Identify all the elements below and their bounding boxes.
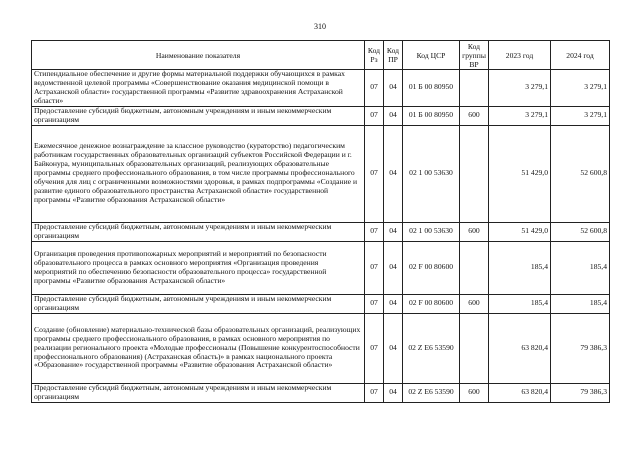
cell-name: Предоставление субсидий бюджетным, автономным учреждениям и иным некоммерческим организациям — [32, 294, 365, 313]
cell-vr: 600 — [460, 106, 489, 125]
cell-2024: 3 279,1 — [551, 106, 610, 125]
cell-name: Предоставление субсидий бюджетным, автономным учреждениям и иным некоммерческим организациям — [32, 383, 365, 402]
cell-vr — [460, 125, 489, 222]
cell-rz: 07 — [365, 222, 384, 241]
cell-2024: 185,4 — [551, 241, 610, 294]
cell-2023: 63 820,4 — [489, 383, 551, 402]
cell-csr: 01 Б 00 80950 — [403, 106, 460, 125]
cell-pr: 04 — [384, 125, 403, 222]
cell-2023: 63 820,4 — [489, 313, 551, 383]
cell-pr: 04 — [384, 313, 403, 383]
budget-table — [31, 40, 610, 403]
table-row — [32, 241, 610, 294]
cell-vr: 600 — [460, 294, 489, 313]
cell-rz: 07 — [365, 383, 384, 402]
table-row — [32, 313, 610, 383]
cell-name: Стипендиальное обеспечение и другие формы материальной поддержки обучающихся в рамках ведомственной целевой программы «Совершенствование оказания медицинской помощи в Астраханской области» государственной программы «Развитие здравоохранения Астраханской области» — [32, 70, 365, 107]
cell-name: Предоставление субсидий бюджетным, автономным учреждениям и иным некоммерческим организациям — [32, 222, 365, 241]
cell-2023: 3 279,1 — [489, 106, 551, 125]
cell-2023: 3 279,1 — [489, 70, 551, 107]
cell-csr: 02 1 00 53630 — [403, 125, 460, 222]
cell-vr — [460, 241, 489, 294]
cell-name: Организация проведения противопожарных мероприятий и мероприятий по безопасности образовательного процесса в рамках основного мероприятия «Организация проведения мероприятий по обеспечению безопасности образовательного процесса» государственной программы «Развитие образования Астраханской области» — [32, 241, 365, 294]
table-row — [32, 106, 610, 125]
cell-vr — [460, 70, 489, 107]
cell-name: Создание (обновление) материально-технической базы образовательных организаций, реализующих программы среднего профессионального образования, в рамках основного мероприятия по реализации регионального проекта «Молодые профессионалы (Повышение конкурентоспособности профессионального образования) (Астраханская область)» в рамках национального проекта «Образование» государственной программы «Развитие образования Астраханской области» — [32, 313, 365, 383]
cell-rz: 07 — [365, 125, 384, 222]
header-2023: 2023 год — [489, 41, 551, 70]
cell-rz: 07 — [365, 294, 384, 313]
cell-pr: 04 — [384, 294, 403, 313]
cell-rz: 07 — [365, 70, 384, 107]
cell-csr: 02 Z E6 53590 — [403, 383, 460, 402]
cell-csr: 02 1 00 53630 — [403, 222, 460, 241]
cell-csr: 02 F 00 80600 — [403, 294, 460, 313]
table-row — [32, 70, 610, 107]
cell-pr: 04 — [384, 70, 403, 107]
cell-2023: 51 429,0 — [489, 222, 551, 241]
cell-rz: 07 — [365, 106, 384, 125]
cell-vr: 600 — [460, 222, 489, 241]
cell-pr: 04 — [384, 106, 403, 125]
cell-2023: 185,4 — [489, 294, 551, 313]
cell-csr: 02 F 00 80600 — [403, 241, 460, 294]
cell-pr: 04 — [384, 241, 403, 294]
table-header-row — [32, 41, 610, 70]
header-rz: Код Рз — [365, 41, 384, 70]
table-row — [32, 222, 610, 241]
cell-csr: 02 Z E6 53590 — [403, 313, 460, 383]
cell-2024: 79 386,3 — [551, 383, 610, 402]
cell-name: Ежемесячное денежное вознаграждение за классное руководство (кураторство) педагогическим работникам государственных образовательных организаций субъектов Российской Федерации и г. Байконура, муниципальных образовательных организаций, реализующих образовательные программы среднего профессионального образования, в том числе программы профессионального обучения для лиц с ограниченными возможностями здоровья, в рамках подпрограммы «Создание и развитие единого образовательного пространства Астраханской области» государственной программы «Развитие образования Астраханской области» — [32, 125, 365, 222]
cell-vr: 600 — [460, 383, 489, 402]
table-row — [32, 294, 610, 313]
cell-2023: 51 429,0 — [489, 125, 551, 222]
header-csr: Код ЦСР — [403, 41, 460, 70]
cell-2024: 52 600,8 — [551, 125, 610, 222]
cell-2024: 52 600,8 — [551, 222, 610, 241]
header-name: Наименование показателя — [32, 41, 365, 70]
cell-vr — [460, 313, 489, 383]
header-pr: Код ПР — [384, 41, 403, 70]
table-row — [32, 383, 610, 402]
cell-2024: 3 279,1 — [551, 70, 610, 107]
cell-2023: 185,4 — [489, 241, 551, 294]
table-row — [32, 125, 610, 222]
header-vr: Код группы ВР — [460, 41, 489, 70]
cell-name: Предоставление субсидий бюджетным, автономным учреждениям и иным некоммерческим организациям — [32, 106, 365, 125]
cell-rz: 07 — [365, 313, 384, 383]
cell-pr: 04 — [384, 383, 403, 402]
header-2024: 2024 год — [551, 41, 610, 70]
cell-rz: 07 — [365, 241, 384, 294]
cell-2024: 79 386,3 — [551, 313, 610, 383]
cell-pr: 04 — [384, 222, 403, 241]
cell-csr: 01 Б 00 80950 — [403, 70, 460, 107]
page-number: 310 — [314, 22, 326, 31]
cell-2024: 185,4 — [551, 294, 610, 313]
